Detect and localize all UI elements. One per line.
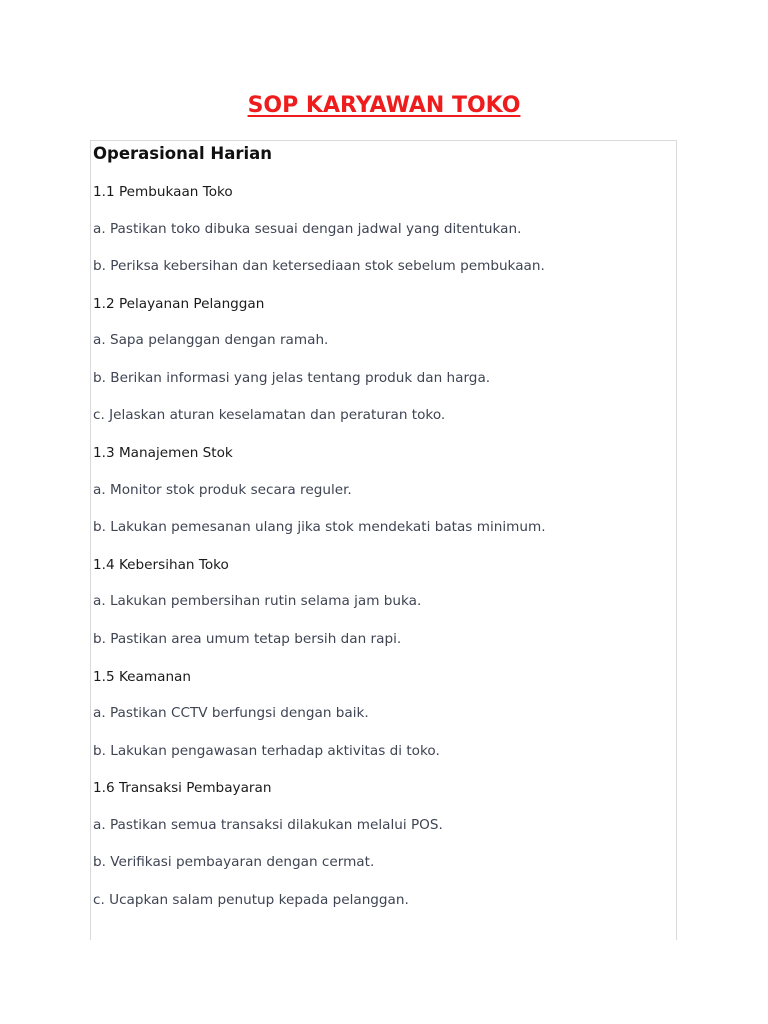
list-item: a. Sapa pelanggan dengan ramah. [93, 332, 329, 348]
list-item: a. Monitor stok produk secara reguler. [93, 482, 352, 498]
list-item: b. Pastikan area umum tetap bersih dan rapi. [93, 631, 402, 647]
subheading-kebersihan-toko: 1.4 Kebersihan Toko [93, 557, 229, 573]
subheading-keamanan: 1.5 Keamanan [93, 669, 192, 685]
section-heading: Operasional Harian [93, 144, 273, 163]
content-box [90, 140, 677, 940]
list-item: c. Ucapkan salam penutup kepada pelanggan. [93, 892, 409, 908]
list-item: b. Berikan informasi yang jelas tentang produk dan harga. [93, 370, 491, 386]
subheading-pembukaan-toko: 1.1 Pembukaan Toko [93, 184, 233, 200]
subheading-pelayanan-pelanggan: 1.2 Pelayanan Pelanggan [93, 296, 265, 312]
subheading-transaksi-pembayaran: 1.6 Transaksi Pembayaran [93, 780, 272, 796]
list-item: a. Lakukan pembersihan rutin selama jam buka. [93, 593, 422, 609]
list-item: c. Jelaskan aturan keselamatan dan peraturan toko. [93, 407, 446, 423]
list-item: a. Pastikan toko dibuka sesuai dengan jadwal yang ditentukan. [93, 221, 522, 237]
subheading-manajemen-stok: 1.3 Manajemen Stok [93, 445, 233, 461]
document-title: SOP KARYAWAN TOKO [247, 93, 521, 118]
list-item: b. Lakukan pengawasan terhadap aktivitas di toko. [93, 743, 440, 759]
list-item: b. Periksa kebersihan dan ketersediaan stok sebelum pembukaan. [93, 258, 545, 274]
list-item: b. Verifikasi pembayaran dengan cermat. [93, 854, 375, 870]
list-item: a. Pastikan CCTV berfungsi dengan baik. [93, 705, 369, 721]
list-item: a. Pastikan semua transaksi dilakukan melalui POS. [93, 817, 443, 833]
list-item: b. Lakukan pemesanan ulang jika stok mendekati batas minimum. [93, 519, 546, 535]
